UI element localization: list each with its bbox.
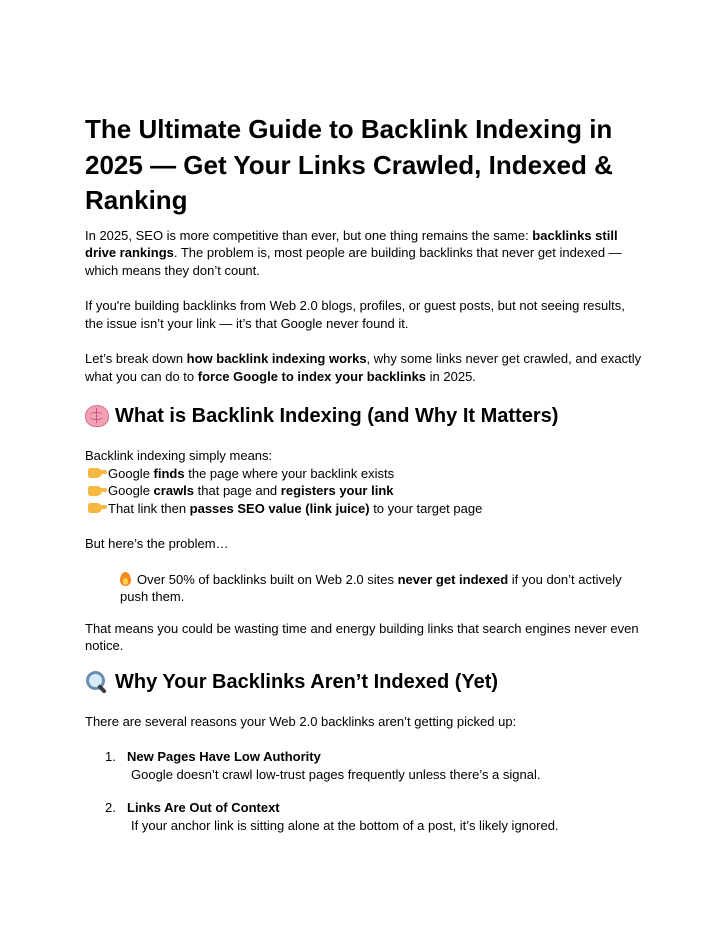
bullet-bold: finds xyxy=(153,465,185,481)
bullet-text: Google xyxy=(108,483,154,498)
list-item-title-text: New Pages Have Low Authority xyxy=(127,749,321,764)
intro-paragraph-3 xyxy=(85,350,645,385)
quote-bold: never get indexed xyxy=(397,571,509,587)
section-heading-not-indexed xyxy=(85,669,645,695)
intro-text: . The problem is, most people are building backlinks that never get indexed — which means they don’t count. xyxy=(85,245,622,278)
list-number: 1. xyxy=(105,749,116,764)
list-item-desc: Google doesn’t crawl low-trust pages frequently unless there’s a signal. xyxy=(131,766,541,782)
intro-bold: backlinks still drive rankings xyxy=(85,227,618,260)
pointing-hand-icon xyxy=(88,468,102,478)
list-item-text xyxy=(108,500,482,518)
pointing-hand-icon xyxy=(88,503,102,513)
list-item-desc: If your anchor link is sitting alone at the bottom of a post, it’s likely ignored. xyxy=(131,817,559,833)
section-heading-text: What is Backlink Indexing (and Why It Matters) xyxy=(115,405,559,427)
intro-text: In 2025, SEO is more competitive than ever, but one thing remains the same: xyxy=(85,227,533,243)
page-title: The Ultimate Guide to Backlink Indexing in 2025 — Get Your Links Crawled, Indexed & Ranking xyxy=(85,114,613,215)
fire-icon xyxy=(120,572,131,586)
list-item-text xyxy=(108,482,394,500)
list-item-body xyxy=(127,799,645,834)
bullet-bold: registers your link xyxy=(280,483,394,498)
list-item xyxy=(85,748,645,783)
section-heading-text: Why Your Backlinks Aren’t Indexed (Yet) xyxy=(115,670,499,693)
list-number: 2. xyxy=(105,800,116,815)
magnifier-icon xyxy=(85,670,109,694)
intro-text: , why some links never get crawled, and exactly what you can do to xyxy=(85,351,642,384)
list-item xyxy=(85,482,645,500)
quote-text: if you don’t actively push them. xyxy=(120,571,622,604)
brain-icon xyxy=(85,405,109,427)
intro-paragraph-2: If you're building backlinks from Web 2.0 blogs, profiles, or guest posts, but not seeing results, the issue isn’t your link — it’s that Google never found it. xyxy=(85,298,625,331)
intro-bold: force Google to index your backlinks xyxy=(197,368,427,384)
problem-text: But here’s the problem… xyxy=(85,536,229,551)
list-item xyxy=(85,465,645,483)
list-item-title-text: Links Are Out of Context xyxy=(127,800,280,815)
bullet-bold: crawls xyxy=(153,483,195,498)
bullet-text: to your target page xyxy=(369,500,483,516)
quote-text: Over 50% of backlinks built on Web 2.0 sites xyxy=(137,571,398,587)
list-item-title xyxy=(127,748,645,766)
list-item xyxy=(85,500,645,518)
list-item xyxy=(85,799,645,834)
section1-lead: Backlink indexing simply means: xyxy=(85,448,273,463)
section2-lead: There are several reasons your Web 2.0 backlinks aren’t getting picked up: xyxy=(85,713,517,729)
list-item-text xyxy=(108,465,394,483)
blockquote xyxy=(120,571,645,606)
bullet-bold: passes SEO value (link juice) xyxy=(189,500,370,516)
list-item-title xyxy=(127,799,645,817)
list-item-body xyxy=(127,748,645,783)
bullet-text: that page and xyxy=(194,483,281,498)
intro-text: in 2025. xyxy=(426,368,476,384)
document-page xyxy=(85,112,645,850)
pointing-hand-icon xyxy=(88,486,102,496)
closing-paragraph: That means you could be wasting time and energy building links that search engines never even notice. xyxy=(85,620,639,653)
section-heading-indexing xyxy=(85,403,645,429)
bullet-text: the page where your backlink exists xyxy=(184,465,395,481)
bullet-text: That link then xyxy=(108,500,190,516)
bullet-text: Google xyxy=(108,465,154,481)
intro-bold: how backlink indexing works xyxy=(186,351,367,366)
intro-paragraph-1 xyxy=(85,227,645,280)
intro-text: Let’s break down xyxy=(85,351,187,366)
reasons-list xyxy=(85,748,645,834)
